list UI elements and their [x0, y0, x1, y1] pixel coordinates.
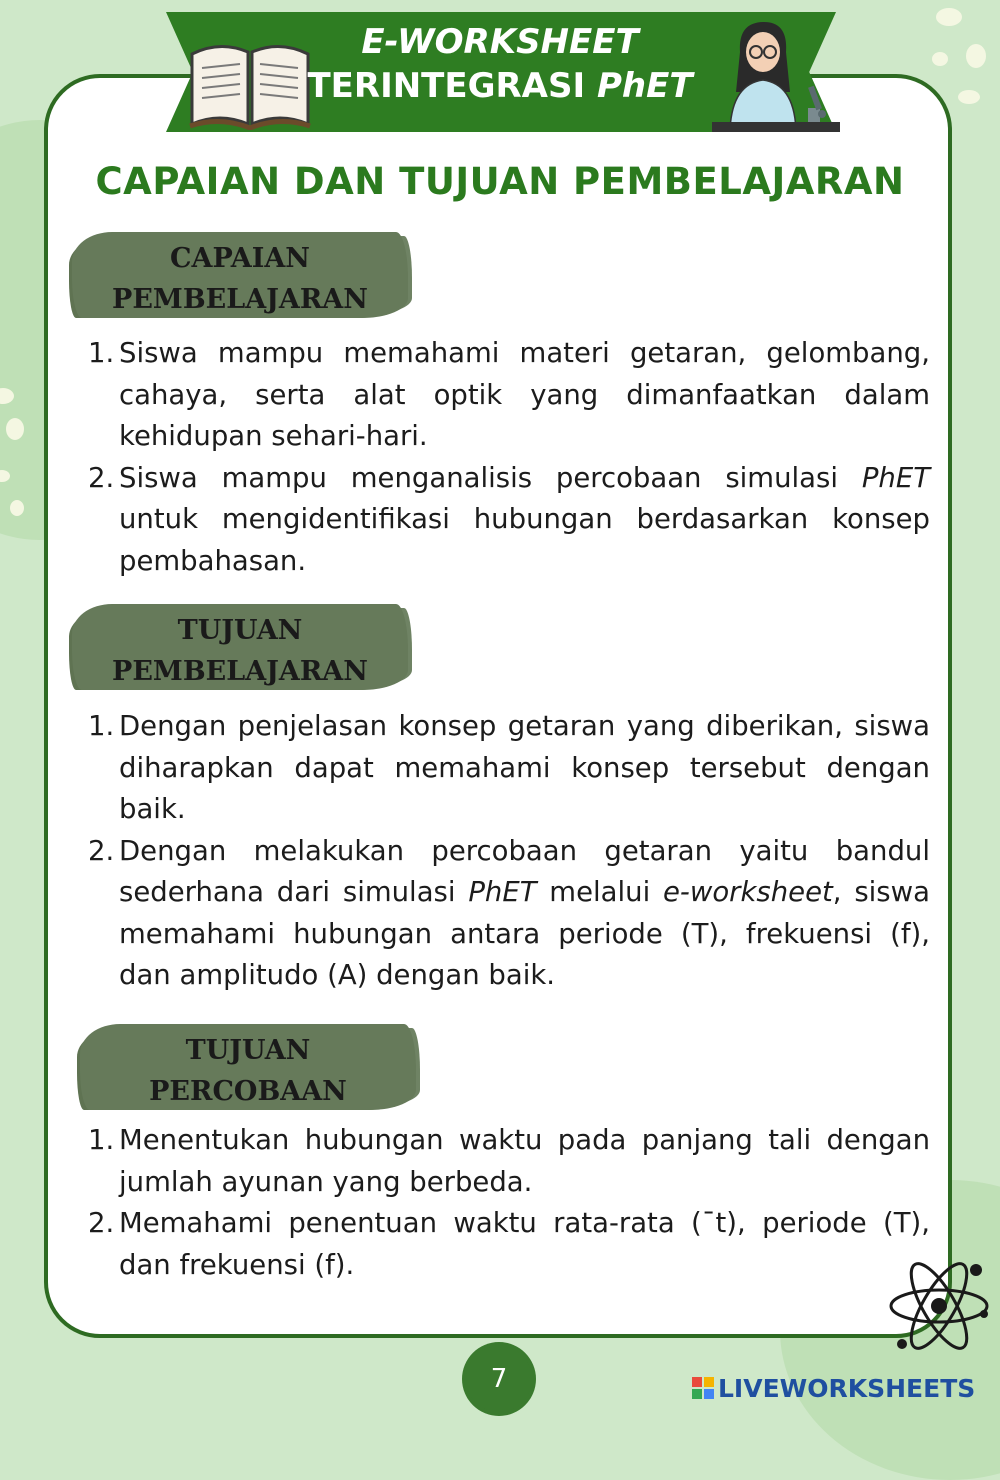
- list-item-italic-term: e-worksheet: [663, 876, 833, 908]
- list-item-text: , siswa memahami hubungan antara periode (T), frekuensi (f), dan amplitudo (A) dengan baik.: [119, 876, 930, 991]
- section-heading-line2: PERCOBAAN: [149, 1076, 347, 1107]
- section-heading-tujuan-percobaan: [80, 1024, 416, 1110]
- section-heading-line1: TUJUAN: [185, 1035, 311, 1066]
- header-title: [240, 20, 760, 108]
- list-item-number: 2.: [88, 1207, 115, 1239]
- decor-dot: [6, 418, 24, 440]
- list-item-italic-term: PhET: [861, 461, 930, 494]
- header-title-line1: [240, 20, 760, 64]
- list-item-number: 2.: [88, 461, 115, 494]
- list-item: [88, 458, 930, 583]
- decor-dot: [932, 52, 948, 66]
- list-item: [88, 706, 930, 831]
- tujuan-pembelajaran-list: [88, 706, 930, 997]
- list-item-text: Dengan penjelasan konsep getaran yang diberikan, siswa diharapkan dapat memahami konsep tersebut dengan baik.: [119, 710, 930, 825]
- watermark-text: LIVEWORKSHEETS: [718, 1374, 976, 1403]
- liveworksheets-watermark[interactable]: [692, 1372, 992, 1406]
- section-heading-line1: TUJUAN: [177, 615, 303, 646]
- list-item-text: Dengan melakukan percobaan getaran yaitu bandul sederhana dari simulasi: [119, 834, 930, 908]
- atom-icon: [884, 1244, 994, 1364]
- decor-dot: [10, 500, 24, 516]
- list-item-italic-term: PhET: [468, 876, 537, 908]
- list-item-text: Memahami penentuan waktu rata-rata (¯t), periode (T), dan frekuensi (f).: [119, 1207, 930, 1281]
- section-heading-capaian: [72, 232, 408, 318]
- header-line2-italic: PhET: [596, 66, 693, 106]
- header-line2-prefix: TERINTEGRASI: [307, 66, 597, 106]
- tujuan-percobaan-list: [88, 1120, 930, 1286]
- list-item: [88, 333, 930, 458]
- section-heading-line2: PEMBELAJARAN: [112, 656, 368, 687]
- list-item: [88, 1120, 930, 1203]
- list-item-text: melalui: [536, 876, 664, 908]
- decor-dot: [936, 8, 962, 26]
- section-heading-line2: PEMBELAJARAN: [112, 284, 368, 315]
- capaian-list: [88, 333, 930, 582]
- list-item-text: Siswa mampu memahami materi getaran, gelombang, cahaya, serta alat optik yang dimanfaatkan dalam kehidupan sehari-hari.: [119, 337, 930, 452]
- section-heading-line1: CAPAIAN: [170, 243, 310, 274]
- header-line1-text: E-WORKSHEET: [361, 22, 639, 62]
- section-heading-label: [72, 610, 408, 692]
- section-heading-label: [72, 238, 408, 320]
- scientist-icon: [712, 12, 840, 132]
- list-item: [88, 831, 930, 997]
- page-title: CAPAIAN DAN TUJUAN PEMBELAJARAN: [95, 160, 905, 203]
- section-heading-label: [80, 1030, 416, 1112]
- list-item-text: Siswa mampu menganalisis percobaan simulasi: [119, 461, 862, 494]
- list-item-number: 2.: [88, 834, 115, 867]
- header-title-line2: [240, 64, 760, 108]
- liveworksheets-logo-icon: [692, 1377, 714, 1399]
- list-item: [88, 1203, 930, 1286]
- list-item-number: 1.: [88, 1124, 115, 1156]
- section-heading-tujuan-pembelajaran: [72, 604, 408, 690]
- decor-dot: [966, 44, 986, 68]
- list-item-number: 1.: [88, 337, 115, 369]
- list-item-number: 1.: [88, 710, 115, 742]
- page-number: 7: [466, 1346, 532, 1412]
- list-item-text: untuk mengidentifikasi hubungan berdasarkan konsep pembahasan.: [119, 503, 930, 577]
- list-item-text: Menentukan hubungan waktu pada panjang tali dengan jumlah ayunan yang berbeda.: [119, 1124, 930, 1198]
- decor-dot: [958, 90, 980, 104]
